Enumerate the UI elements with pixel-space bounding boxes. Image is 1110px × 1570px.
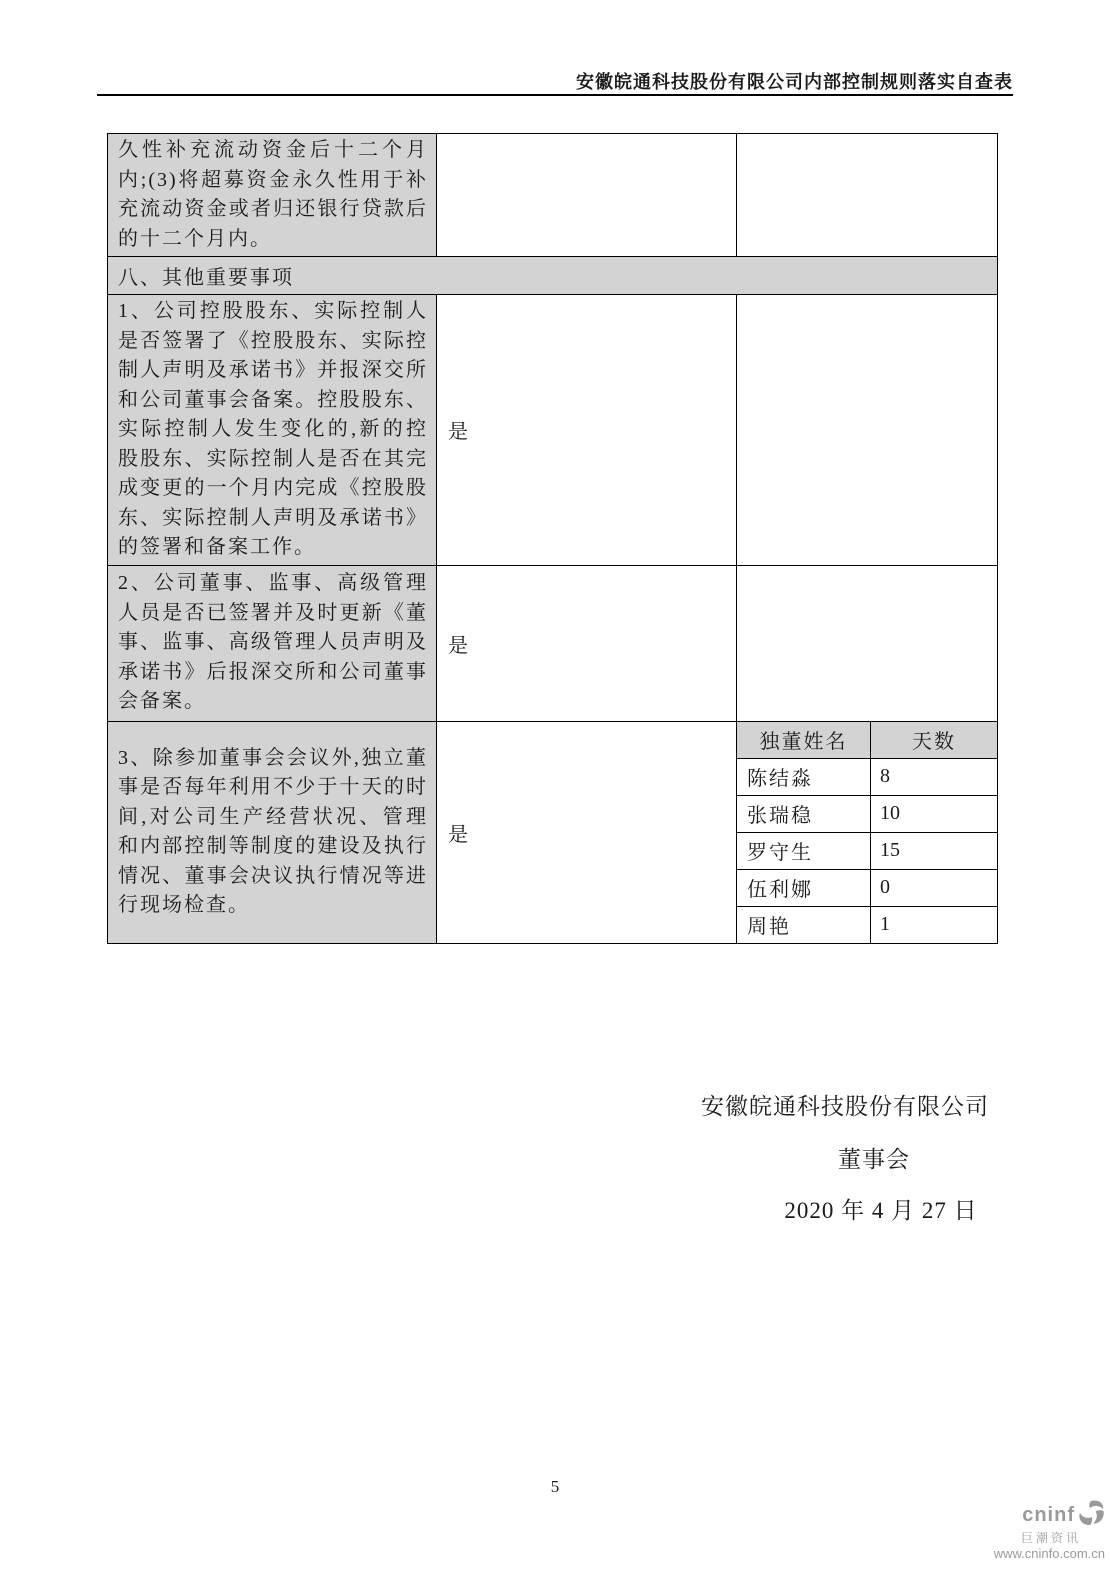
director-name-cell: 罗守生 (737, 832, 871, 869)
table-row (108, 295, 998, 566)
note-cell (737, 134, 998, 257)
question-cell: 3、除参加董事会会议外,独立董事是否每年利用不少于十天的时间,对公司生产经营状况、管理和内部控制等制度的建设及执行情况、董事会决议执行情况等进行现场检查。 (108, 721, 437, 943)
question-cell: 1、公司控股股东、实际控制人是否签署了《控股股东、实际控制人声明及承诺书》并报深交所和公司董事会备案。控股股东、实际控制人发生变化的,新的控股股东、实际控制人是否在其完成变更的一个月内完成《控股股东、实际控制人声明及承诺书》的签署和备案工作。 (108, 295, 437, 566)
cninfo-chinese-name: 巨潮资讯 (1020, 1530, 1081, 1545)
note-cell (737, 295, 998, 566)
signature-company: 安徽皖通科技股份有限公司 (701, 1094, 989, 1119)
director-days-cell: 15 (871, 832, 998, 869)
table-row (108, 721, 998, 758)
page-header (576, 68, 1013, 94)
page-number: 5 (550, 1477, 560, 1496)
section-header-row (108, 257, 998, 295)
page-title: 安徽皖通科技股份有限公司内部控制规则落实自查表 (576, 72, 1013, 92)
table-row (108, 565, 998, 721)
table-row (108, 134, 998, 257)
director-days-cell: 8 (871, 758, 998, 795)
answer-cell: 是 (437, 565, 737, 721)
header-divider (97, 94, 1013, 96)
signature-board: 董事会 (838, 1147, 910, 1172)
answer-cell: 是 (437, 295, 737, 566)
director-name-cell: 周艳 (737, 906, 871, 943)
cninfo-logo (935, 1500, 1105, 1561)
signature-date: 2020 年 4 月 27 日 (784, 1198, 978, 1223)
answer-cell (437, 134, 737, 257)
question-cell: 2、公司董事、监事、高级管理人员是否已签署并及时更新《董事、监事、高级管理人员声明及承诺书》后报深交所和公司董事会备案。 (108, 565, 437, 721)
section-header-cell: 八、其他重要事项 (108, 257, 998, 295)
cninfo-brand-text: cninf (1022, 1504, 1075, 1527)
director-name-cell: 陈结淼 (737, 758, 871, 795)
director-days-cell: 10 (871, 795, 998, 832)
question-cell: 久性补充流动资金后十二个月内;(3)将超募资金永久性用于补充流动资金或者归还银行贷款后的十二个月内。 (108, 134, 437, 257)
cninfo-swirl-icon (1077, 1500, 1105, 1531)
cninfo-logo-top (935, 1500, 1105, 1531)
director-name-cell: 张瑞稳 (737, 795, 871, 832)
director-days-cell: 1 (871, 906, 998, 943)
self-inspection-table (107, 133, 998, 944)
director-name-header: 独董姓名 (737, 721, 871, 758)
director-days-cell: 0 (871, 869, 998, 906)
cninfo-url: www.cninfo.com.cn (993, 1545, 1105, 1561)
director-name-cell: 伍利娜 (737, 869, 871, 906)
note-cell (737, 565, 998, 721)
answer-cell: 是 (437, 721, 737, 943)
days-header: 天数 (871, 721, 998, 758)
